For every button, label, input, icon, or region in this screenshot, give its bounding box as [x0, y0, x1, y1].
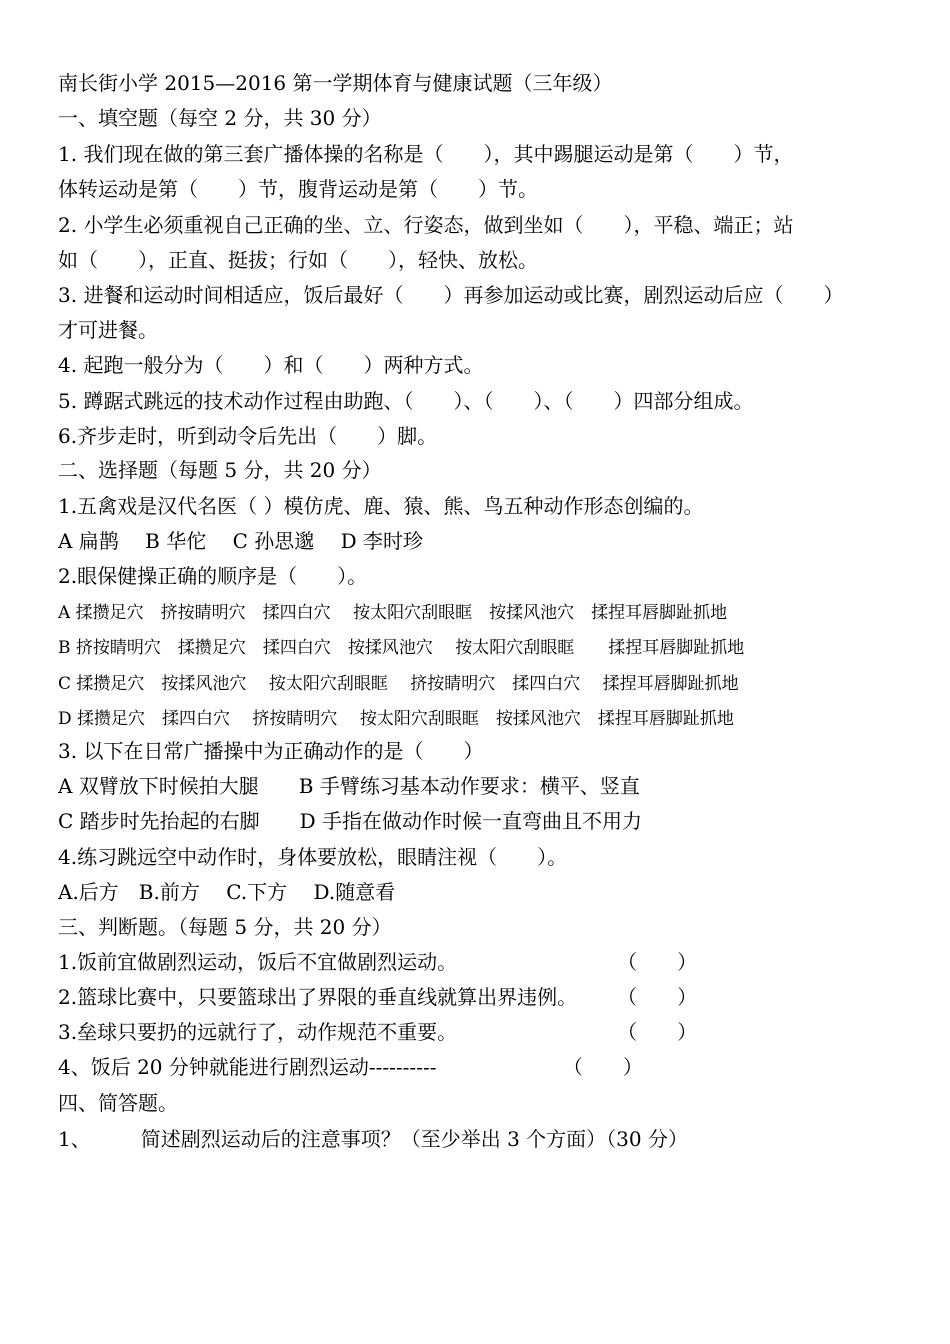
section-heading-short-answer: 四、简答题。 [58, 1091, 178, 1115]
question-line: 如（ ），正直、挺拔；行如（ ），轻快、放松。 [58, 248, 538, 272]
question-line: 2.眼保健操正确的顺序是（ ）。 [58, 564, 368, 588]
answer-options: A 双臂放下时候拍大腿 B 手臂练习基本动作要求：横平、竖直 [58, 774, 640, 798]
section-heading-judgment: 三、判断题。（每题 5 分，共 20 分） [58, 915, 392, 939]
question-line: 3.垒球只要扔的远就行了，动作规范不重要。 （ ） [58, 1020, 698, 1044]
question-line: 5. 蹲踞式跳远的技术动作过程由助跑、（ ）、（ ）、（ ）四部分组成。 [58, 389, 754, 413]
question-line: 4.练习跳远空中动作时，身体要放松，眼睛注视（ ）。 [58, 845, 568, 869]
question-line: 才可进餐。 [58, 318, 158, 342]
question-line: 1.饭前宜做剧烈运动，饭后不宜做剧烈运动。 （ ） [58, 950, 698, 974]
answer-options: A.后方 B.前方 C.下方 D.随意看 [58, 880, 396, 904]
answer-option: C 揉攒足穴 按揉风池穴 按太阳穴刮眼眶 挤按睛明穴 揉四白穴 揉捏耳唇脚趾抓地 [58, 674, 739, 694]
question-line: 3. 以下在日常广播操中为正确动作的是（ ） [58, 739, 484, 763]
question-line: 1、 简述剧烈运动后的注意事项？（至少举出 3 个方面）（30 分） [58, 1127, 688, 1151]
exam-title: 南长街小学 2015—2016 第一学期体育与健康试题（三年级） [58, 71, 613, 95]
answer-options: A 扁鹊 B 华佗 C 孙思邈 D 李时珍 [58, 529, 423, 553]
question-line: 6.齐步走时，听到动令后先出（ ）脚。 [58, 424, 438, 448]
section-heading-choice: 二、选择题（每题 5 分，共 20 分） [58, 458, 382, 482]
section-heading-fill-blank: 一、填空题（每空 2 分，共 30 分） [58, 106, 382, 130]
question-line: 4、饭后 20 分钟就能进行剧烈运动---------- （ ） [58, 1055, 643, 1079]
answer-option: A 揉攒足穴 挤按睛明穴 揉四白穴 按太阳穴刮眼眶 按揉风池穴 揉捏耳唇脚趾抓地 [58, 603, 728, 623]
answer-options: C 踏步时先抬起的右脚 D 手指在做动作时候一直弯曲且不用力 [58, 809, 643, 833]
question-line: 2.篮球比赛中，只要篮球出了界限的垂直线就算出界违例。 （ ） [58, 985, 698, 1009]
answer-option: B 挤按睛明穴 揉攒足穴 揉四白穴 按揉风池穴 按太阳穴刮眼眶 揉捏耳唇脚趾抓地 [58, 638, 745, 658]
question-line: 1.五禽戏是汉代名医（ ）模仿虎、鹿、猿、熊、鸟五种动作形态创编的。 [58, 494, 704, 518]
question-line: 2. 小学生必须重视自己正确的坐、立、行姿态，做到坐如（ ），平稳、端正；站 [58, 213, 794, 237]
question-line: 体转运动是第（ ）节，腹背运动是第（ ）节。 [58, 177, 538, 201]
question-line: 3. 进餐和运动时间相适应，饭后最好（ ）再参加运动或比赛，剧烈运动后应（ ） [58, 283, 844, 307]
question-line: 1. 我们现在做的第三套广播体操的名称是（ ），其中踢腿运动是第（ ）节， [58, 142, 794, 166]
answer-option: D 揉攒足穴 揉四白穴 挤按睛明穴 按太阳穴刮眼眶 按揉风池穴 揉捏耳唇脚趾抓地 [58, 709, 734, 729]
question-line: 4. 起跑一般分为（ ）和（ ）两种方式。 [58, 353, 484, 377]
